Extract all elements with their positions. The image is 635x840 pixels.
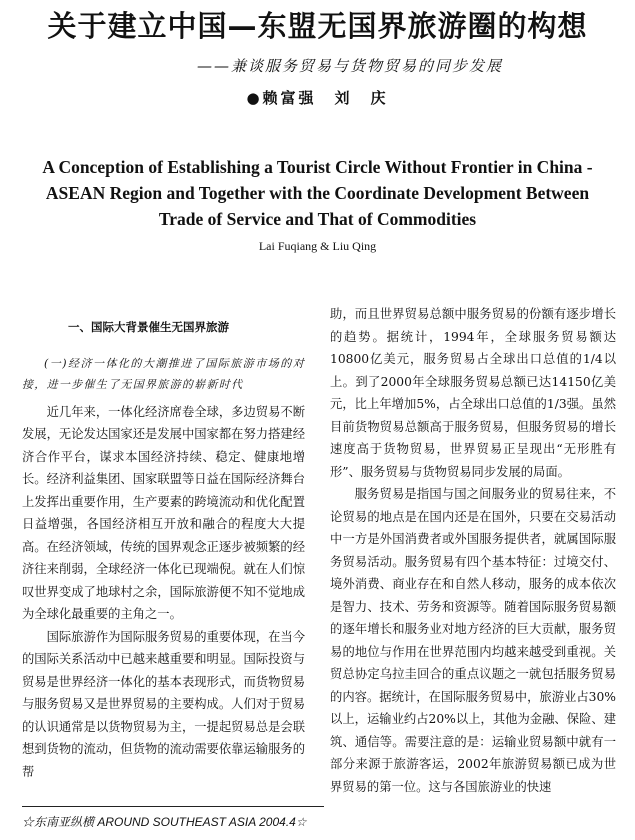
right-column (330, 303, 616, 798)
title-english-line-3: Trade of Service and That of Commodities (158, 209, 477, 229)
article-title-english (10, 154, 625, 232)
left-paragraph-1: 近几年来，一体化经济席卷全球，多边贸易不断发展，无论发达国家还是发展中国家都在努力搭建经济合作平台，谋求本国经济持续、稳定、健康地增长。经济利益集团、国家联盟等日益在国际经济舞台上发挥出重要作用，生产要素的跨境流动和优化配置日益增强，各国经济相互开放和融合的程度大大提高。在经济领域，传统的国界观念正逐步被频繁的经济往来削弱，全球经济一体化已现端倪。就在人们惊叹世界变成了地球村之余，国际旅游便不知不觉地成为全球化最重要的主角之一。 (22, 404, 305, 621)
footer-divider (22, 806, 324, 807)
subsection-heading: (一)经济一体化的大潮推进了国际旅游市场的对接，进一步催生了无国界旅游的崭新时代 (22, 356, 305, 391)
title-english-line-2: ASEAN Region and Together with the Coordinate Development Between (45, 183, 590, 203)
authors-chinese: ●赖富强 刘 庆 (246, 89, 389, 107)
section-heading: 一、国际大背景催生无国界旅游 (68, 320, 229, 334)
journal-footer: ☆东南亚纵横 AROUND SOUTHEAST ASIA 2004.4☆ (22, 815, 307, 829)
right-paragraph-1: 助，而且世界贸易总额中服务贸易的份额有逐步增长的趋势。据统计，1994年，全球服务贸易额达10800亿美元，服务贸易占全球出口总值的1/4以上。到了2000年全球服务贸易总额已达14150亿美元，比上年增加5%，占全球出口总值的1/3强。虽然目前货物贸易总额高于服务贸易，但服务贸易的增长速度高于货物贸易，世界贸易正呈现出“无形胜有形”、服务贸易与货物贸易同步发展的局面。 (330, 307, 616, 479)
title-english-line-1: A Conception of Establishing a Tourist Circle Without Frontier in China - (42, 157, 593, 177)
article-title-chinese: 关于建立中国—东盟无国界旅游圈的构想 (47, 9, 588, 43)
article-subtitle-chinese: ——兼谈服务贸易与货物贸易的同步发展 (196, 57, 503, 75)
left-column (22, 302, 305, 783)
authors-english: Lai Fuqiang & Liu Qing (258, 239, 377, 253)
right-paragraph-2: 服务贸易是指国与国之间服务业的贸易往来，不论贸易的地点是在国内还是在国外，只要在交易活动中一方是外国消费者或外国服务提供者，就属国际服务贸易活动。服务贸易有四个基本特征：过境交付、境外消费、商业存在和自然人移动，服务的成本依次是智力、技术、劳务和资源等。随着国际服务贸易额的逐年增长和服务业对地方经济的巨大贡献，服务贸易的地位与作用在世界范围内均越来越受到重视。关贸总协定乌拉圭回合的重点议题之一就包括服务贸易的内容。据统计，在国际服务贸易中，旅游业占30%以上，运输业约占20%以上，其他为金融、保险、建筑、通信等。需要注意的是：运输业贸易额中就有一部分来源于旅游客运，2002年旅游贸易额已成为世界贸易的第一位。这与各国旅游业的快速 (330, 487, 616, 794)
left-paragraph-2: 国际旅游作为国际服务贸易的重要体现，在当今的国际关系活动中已越来越重要和明显。国际投资与贸易是世界经济一体化的基本表现形式，而货物贸易与服务贸易又是世界贸易的主要构成。人们对于贸易的认识通常是以货物贸易为主，一提起贸易总是会联想到货物的流动，但货物的流动需要依靠运输服务的帮 (22, 629, 305, 779)
